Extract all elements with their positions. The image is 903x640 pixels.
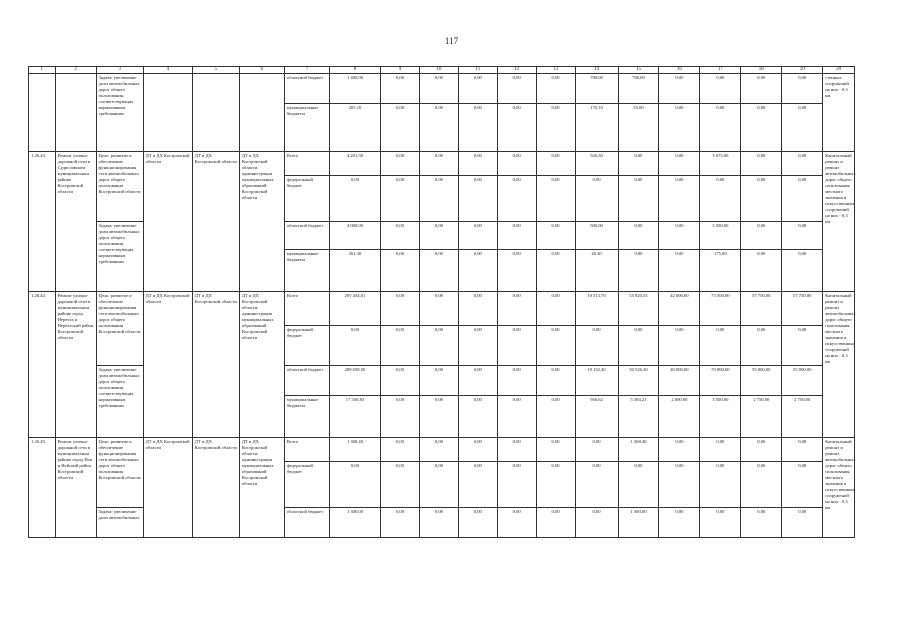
header-col: 19	[782, 67, 823, 74]
table-row	[29, 74, 855, 104]
funding-value: 57 750,00	[741, 292, 782, 326]
funding-value: 700,00	[618, 74, 659, 104]
funding-value: 19 132,40	[575, 366, 618, 396]
entry-executor: ДТ и ДХ Костромской области	[143, 438, 192, 538]
funding-value: 0,00	[329, 326, 380, 366]
funding-value: 0,00	[741, 438, 782, 462]
header-col: 11	[458, 67, 497, 74]
funding-value: 5 394,21	[618, 396, 659, 438]
header-col: 15	[618, 67, 659, 74]
funding-value: 0,00	[419, 366, 458, 396]
funding-value: 0,00	[536, 366, 575, 396]
entry-coexecutor: ДТ и ДХ Костромской области	[192, 292, 239, 438]
table-row	[29, 438, 855, 462]
funding-value: 0,00	[659, 508, 700, 538]
funding-value: 0,00	[497, 508, 536, 538]
funding-value: 500,00	[575, 222, 618, 250]
funding-value: 0,00	[419, 396, 458, 438]
funding-value: 0,00	[419, 250, 458, 292]
funding-source: областной бюджет	[284, 222, 329, 250]
funding-value: 0,00	[419, 438, 458, 462]
funding-value: 57 750,00	[782, 292, 823, 326]
entry-coexecutor: ДТ и ДХ Костромской области	[192, 438, 239, 538]
entry-task: Задача: увеличение доли автомобильных дорог общего пользования, соответствующих нормативным требованиям	[96, 74, 143, 152]
entry-participants: ДТ и ДХ Костромской области, администрация муниципальных образований Костромской области	[239, 438, 284, 538]
funding-value: 0,00	[536, 104, 575, 152]
funding-value: 0,00	[700, 508, 741, 538]
funding-value: 3 500,00	[700, 222, 741, 250]
funding-value: 0,00	[700, 438, 741, 462]
entry-result: Капитальный ремонт и ремонт автомобильных дорог общего пользования местного значения и искусственных сооружений на них - 0,3 км	[823, 152, 855, 292]
funding-value: 1 300,00	[329, 508, 380, 538]
funding-value: 55 000,00	[741, 366, 782, 396]
header-row	[29, 67, 855, 74]
funding-source: муниципальные бюджеты	[284, 250, 329, 292]
funding-value: 205,10	[329, 104, 380, 152]
funding-value: 0,00	[659, 152, 700, 176]
funding-value: 0,00	[497, 396, 536, 438]
entry-name: Ремонт улично-дорожной сети в Судиславском муниципальном районе Костромской области	[55, 152, 96, 292]
funding-value: 0,00	[419, 152, 458, 176]
entry-goal: Цель: развитие и обеспечение функционирования сети автомобильных дорог общего пользования Костромской области	[96, 292, 143, 366]
funding-value: 0,00	[458, 396, 497, 438]
entry-executor: ДТ и ДХ Костромской области	[143, 292, 192, 438]
funding-value: 0,00	[700, 462, 741, 508]
funding-value: 0,00	[618, 222, 659, 250]
funding-value: 0,00	[329, 462, 380, 508]
funding-value: 35,00	[618, 104, 659, 152]
entry-result: стенных сооружений на них - 0,3 км	[823, 74, 855, 152]
funding-value: 55 920,51	[618, 292, 659, 326]
funding-value: 0,00	[700, 176, 741, 222]
funding-value: 0,00	[497, 250, 536, 292]
budget-table	[28, 66, 855, 538]
funding-value: 70 000,00	[700, 366, 741, 396]
entry-executor: ДТ и ДХ Костромской области	[143, 152, 192, 292]
header-col: 3	[96, 67, 143, 74]
funding-value: 55 000,00	[782, 366, 823, 396]
funding-value: 1 300,00	[618, 508, 659, 538]
funding-value: 526,30	[575, 152, 618, 176]
funding-value: 0,00	[536, 462, 575, 508]
entry-goal: Цель: развитие и обеспечение функционирования сети автомобильных дорог общего пользования Костромской области	[96, 152, 143, 222]
funding-value: 4 000,00	[329, 222, 380, 250]
funding-value: 0,00	[618, 152, 659, 176]
funding-value: 0,00	[536, 74, 575, 104]
funding-value: 0,00	[458, 438, 497, 462]
funding-value: 0,00	[782, 508, 823, 538]
funding-value: 26,30	[575, 250, 618, 292]
funding-value: 0,00	[458, 326, 497, 366]
funding-value: 0,00	[575, 326, 618, 366]
funding-value: 289 658,50	[329, 366, 380, 396]
funding-value: 0,00	[536, 250, 575, 292]
funding-value: 0,00	[536, 176, 575, 222]
funding-value: 3 500,00	[700, 396, 741, 438]
funding-value: 42 000,00	[659, 292, 700, 326]
entry-task: Задача: увеличение доли автомобильных дорог общего пользования, соответствующих нормативным требованиям	[96, 366, 143, 438]
funding-value: 1 368,40	[618, 438, 659, 462]
funding-value: 0,00	[575, 508, 618, 538]
funding-value: 0,00	[497, 104, 536, 152]
funding-value: 0,00	[381, 438, 420, 462]
funding-value: 0,00	[659, 176, 700, 222]
funding-value: 0,00	[381, 508, 420, 538]
funding-value: 1 400,00	[329, 74, 380, 104]
funding-value: 0,00	[458, 176, 497, 222]
funding-value: 0,00	[741, 326, 782, 366]
funding-source: Всего	[284, 292, 329, 326]
table-row	[29, 152, 855, 176]
funding-value: 50 526,30	[618, 366, 659, 396]
funding-value: 0,00	[497, 366, 536, 396]
entry-participants: ДТ и ДХ Костромской области, администрация муниципальных образований Костромской области	[239, 292, 284, 438]
entry-task: Задача: увеличение доли автомобильных	[96, 508, 143, 538]
funding-value: 0,00	[782, 74, 823, 104]
entry-part	[239, 74, 284, 152]
entry-task: Задача: увеличение доли автомобильных дорог общего пользования, соответствующих нормативным требованиям	[96, 222, 143, 292]
funding-value: 0,00	[700, 104, 741, 152]
funding-value: 0,00	[741, 104, 782, 152]
funding-value: 0,00	[700, 74, 741, 104]
funding-value: 1 368,40	[329, 438, 380, 462]
funding-value: 175,00	[700, 250, 741, 292]
funding-value: 2 750,00	[741, 396, 782, 438]
funding-value: 0,00	[458, 104, 497, 152]
funding-value: 201,30	[329, 250, 380, 292]
funding-value: 956,62	[575, 396, 618, 438]
funding-value: 0,00	[782, 438, 823, 462]
funding-value: 0,00	[419, 292, 458, 326]
funding-value: 0,00	[741, 222, 782, 250]
funding-value: 0,00	[741, 152, 782, 176]
funding-value: 0,00	[458, 508, 497, 538]
header-col: 2	[55, 67, 96, 74]
funding-source: федеральный бюджет	[284, 326, 329, 366]
funding-value: 0,00	[497, 176, 536, 222]
funding-value: 0,00	[458, 250, 497, 292]
funding-source: областной бюджет	[284, 74, 329, 104]
funding-value: 3 675,00	[700, 152, 741, 176]
funding-value: 0,00	[381, 152, 420, 176]
funding-value: 0,00	[575, 462, 618, 508]
header-col: 7	[284, 67, 329, 74]
funding-value: 0,00	[536, 326, 575, 366]
entry-exec	[143, 74, 192, 152]
funding-value: 2 750,00	[782, 396, 823, 438]
funding-value: 0,00	[329, 176, 380, 222]
funding-value: 0,00	[381, 396, 420, 438]
funding-value: 297 454,01	[329, 292, 380, 326]
funding-value: 0,00	[458, 366, 497, 396]
entry-name: Ремонт улично-дорожной сети в муниципальном районе город Нея и Нейский район Костромской области	[55, 438, 96, 538]
table-row	[29, 292, 855, 326]
funding-value: 73 500,00	[700, 292, 741, 326]
funding-value: 0,00	[741, 176, 782, 222]
entry-number: 1.26.44.	[29, 292, 56, 438]
funding-value: 0,00	[419, 508, 458, 538]
funding-value: 0,00	[419, 222, 458, 250]
funding-value: 0,00	[497, 438, 536, 462]
funding-value: 0,00	[381, 326, 420, 366]
funding-value: 0,00	[536, 508, 575, 538]
funding-value: 0,00	[381, 222, 420, 250]
entry-goal: Цель: развитие и обеспечение функционирования сети автомобильных дорог общего пользования Костромской области	[96, 438, 143, 508]
funding-value: 0,00	[419, 462, 458, 508]
funding-value: 0,00	[536, 396, 575, 438]
header-col: 12	[497, 67, 536, 74]
funding-value: 0,00	[497, 462, 536, 508]
funding-value: 0,00	[536, 292, 575, 326]
entry-name	[55, 74, 96, 152]
funding-value: 0,00	[419, 104, 458, 152]
funding-value: 0,00	[659, 222, 700, 250]
funding-value: 0,00	[381, 462, 420, 508]
funding-value: 10 513,70	[575, 292, 618, 326]
header-col: 13	[536, 67, 575, 74]
funding-value: 0,00	[741, 508, 782, 538]
entry-result: Капитальный ремонт и ремонт автомобильных дорог общего пользования местного значения и искусственных сооружений на них - 0,3 км	[823, 292, 855, 438]
funding-value: 0,00	[782, 326, 823, 366]
funding-value: 0,00	[381, 74, 420, 104]
header-col: 1	[29, 67, 56, 74]
funding-value: 0,00	[782, 152, 823, 176]
funding-value: 0,00	[782, 104, 823, 152]
funding-value: 0,00	[700, 326, 741, 366]
funding-value: 0,00	[659, 462, 700, 508]
funding-value: 0,00	[741, 462, 782, 508]
header-col: 20	[823, 67, 855, 74]
funding-value: 0,00	[782, 176, 823, 222]
funding-value: 0,00	[419, 326, 458, 366]
funding-value: 0,00	[659, 104, 700, 152]
entry-result: Капитальный ремонт и ремонт автомобильных дорог общего пользования местного значения и искусственных сооружений на них - 0,3 км	[823, 438, 855, 538]
funding-source: областной бюджет	[284, 366, 329, 396]
header-col: 14	[575, 67, 618, 74]
funding-value: 0,00	[497, 152, 536, 176]
entry-number: 1.26.43.	[29, 152, 56, 292]
entry-participants: ДТ и ДХ Костромской области, администрация муниципальных образований Костромской области	[239, 152, 284, 292]
funding-value: 0,00	[458, 74, 497, 104]
funding-value: 0,00	[659, 74, 700, 104]
funding-source: Всего	[284, 438, 329, 462]
funding-value: 0,00	[419, 74, 458, 104]
funding-value: 0,00	[458, 222, 497, 250]
header-col: 4	[143, 67, 192, 74]
funding-value: 4 201,30	[329, 152, 380, 176]
page-number: 117	[444, 36, 459, 46]
funding-value: 0,00	[618, 250, 659, 292]
entry-coexecutor: ДТ и ДХ Костромской области	[192, 152, 239, 292]
funding-value: 0,00	[575, 176, 618, 222]
funding-value: 0,00	[782, 250, 823, 292]
funding-value: 0,00	[782, 222, 823, 250]
funding-value: 0,00	[497, 222, 536, 250]
funding-value: 0,00	[497, 292, 536, 326]
header-col: 9	[381, 67, 420, 74]
funding-value: 0,00	[659, 326, 700, 366]
funding-value: 0,00	[575, 438, 618, 462]
funding-value: 0,00	[458, 292, 497, 326]
funding-value: 0,00	[497, 326, 536, 366]
funding-value: 0,00	[381, 292, 420, 326]
funding-value: 0,00	[741, 74, 782, 104]
funding-value: 0,00	[381, 250, 420, 292]
funding-value: 0,00	[618, 176, 659, 222]
entry-number: 1.26.45.	[29, 438, 56, 538]
funding-value: 0,00	[381, 366, 420, 396]
entry-coexec	[192, 74, 239, 152]
entry-number	[29, 74, 56, 152]
header-col: 6	[239, 67, 284, 74]
funding-value: 17 350,83	[329, 396, 380, 438]
header-col: 16	[659, 67, 700, 74]
header-col: 8	[329, 67, 380, 74]
funding-value: 0,00	[536, 438, 575, 462]
funding-value: 0,00	[536, 222, 575, 250]
funding-value: 0,00	[659, 438, 700, 462]
funding-source: Всего	[284, 152, 329, 176]
funding-value: 0,00	[741, 250, 782, 292]
funding-value: 0,00	[618, 326, 659, 366]
header-col: 5	[192, 67, 239, 74]
funding-value: 0,00	[419, 176, 458, 222]
funding-value: 0,00	[659, 250, 700, 292]
funding-source: муниципальные бюджеты	[284, 396, 329, 438]
funding-value: 2 000,00	[659, 396, 700, 438]
funding-value: 0,00	[381, 176, 420, 222]
funding-value: 170,10	[575, 104, 618, 152]
funding-value: 0,00	[618, 462, 659, 508]
header-col: 17	[700, 67, 741, 74]
funding-source: областной бюджет	[284, 508, 329, 538]
funding-source: муниципальные бюджеты	[284, 104, 329, 152]
header-col: 18	[741, 67, 782, 74]
funding-source: федеральный бюджет	[284, 462, 329, 508]
funding-value: 40 000,00	[659, 366, 700, 396]
funding-value: 0,00	[458, 152, 497, 176]
funding-value: 700,00	[575, 74, 618, 104]
funding-source: федеральный бюджет	[284, 176, 329, 222]
funding-value: 0,00	[536, 152, 575, 176]
entry-name: Ремонт улично-дорожной сети в муниципальном районе город Нерехта и Нерехтский район Костромской области	[55, 292, 96, 438]
funding-value: 0,00	[497, 74, 536, 104]
funding-value: 0,00	[458, 462, 497, 508]
header-col: 10	[419, 67, 458, 74]
funding-value: 0,00	[782, 462, 823, 508]
funding-value: 0,00	[381, 104, 420, 152]
